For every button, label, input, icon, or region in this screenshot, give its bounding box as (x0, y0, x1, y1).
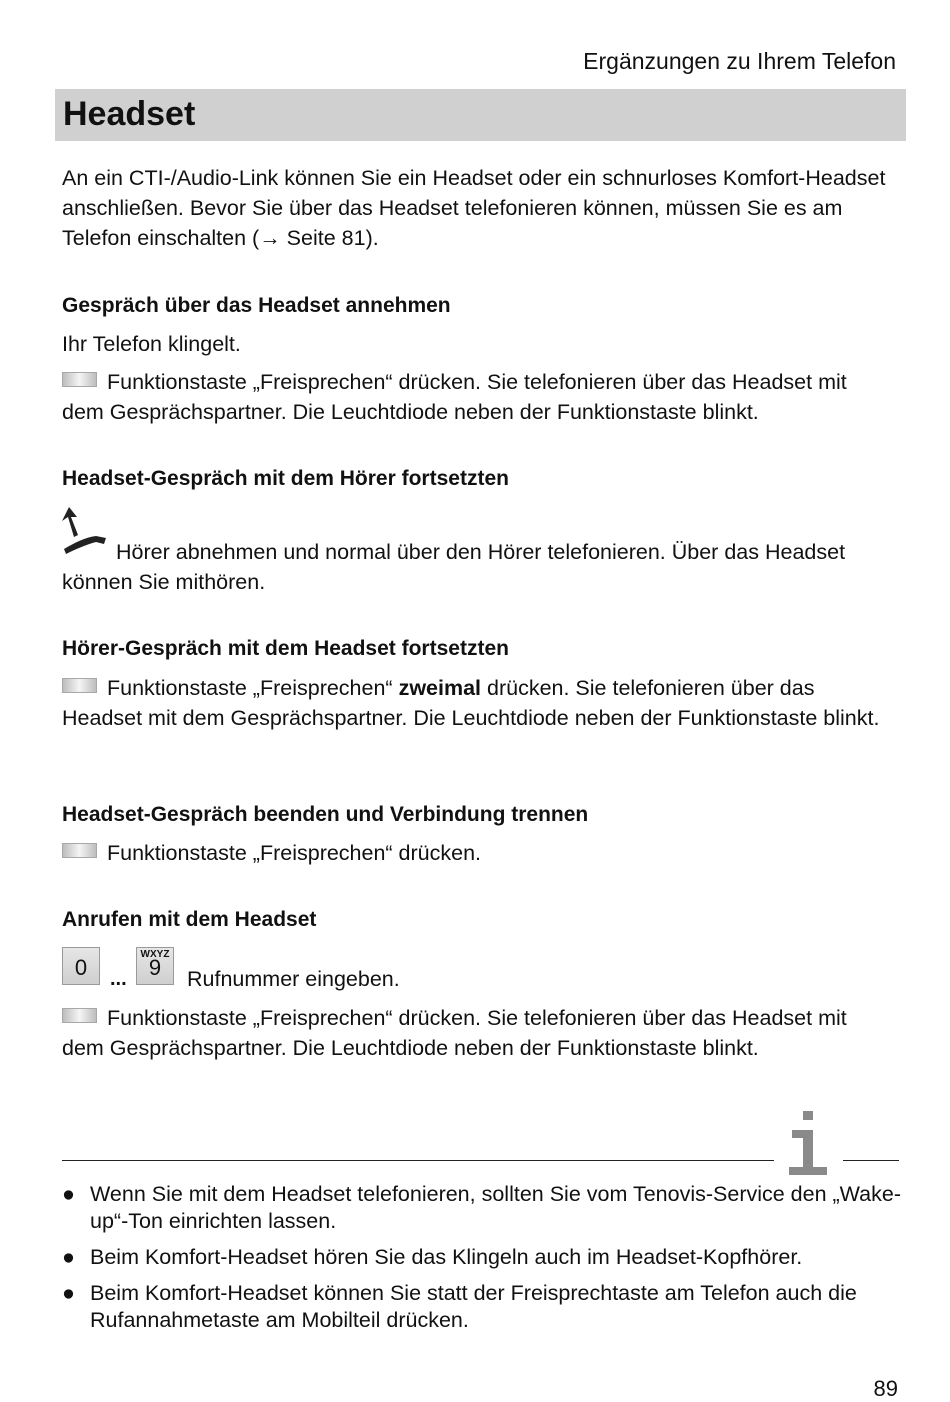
section-heading-headset-continue: Hörer-Gespräch mit dem Headset fortsetzten (62, 637, 509, 660)
function-key-icon (62, 678, 97, 693)
info-bullet-answer-key: ● Beim Komfort-Headset können Sie statt der Freisprechtaste am Telefon auch die Rufannahmetaste am Mobilteil drücken. (62, 1281, 857, 1332)
function-key-icon (62, 843, 97, 858)
end-call-instruction: Funktionstaste „Freisprechen“ drücken. (62, 838, 892, 868)
page-title: Headset (63, 95, 196, 133)
info-bullet-ringing: ● Beim Komfort-Headset hören Sie das Klingeln auch im Headset-Kopfhörer. (62, 1245, 803, 1269)
keypad-key-0: 0 (62, 947, 100, 985)
dial-handsfree-instruction: Funktionstaste „Freisprechen“ drücken. Sie telefonieren über das Headset mit dem Gesprächspartner. Die Leuchtdiode neben der Funktionstaste blinkt. (62, 1006, 847, 1060)
answer-instruction: Funktionstaste „Freisprechen“ drücken. Sie telefonieren über das Headset mit dem Gesprächspartner. Die Leuchtdiode neben der Funktionstaste blinkt. (62, 370, 847, 424)
key-range-ellipsis: ... (110, 968, 127, 990)
info-icon (784, 1111, 832, 1175)
info-divider-right (843, 1160, 899, 1161)
section-heading-dial: Anrufen mit dem Headset (62, 908, 317, 931)
info-bullet-wakeup: ● Wenn Sie mit dem Headset telefonieren, sollten Sie vom Tenovis-Service den „Wake-up“-Ton einrichten lassen. (62, 1182, 902, 1233)
dial-instruction: Rufnummer eingeben. (187, 967, 400, 991)
handset-instruction: Hörer abnehmen und normal über den Hörer telefonieren. Über das Headset können Sie mithören. (62, 540, 846, 594)
page-number: 89 (873, 1376, 898, 1401)
info-divider-left (62, 1160, 774, 1161)
section-heading-handset-continue: Headset-Gespräch mit dem Hörer fortsetzten (62, 467, 509, 490)
keypad-key-9: WXYZ 9 (136, 947, 174, 985)
intro-paragraph: An ein CTI-/Audio-Link können Sie ein Headset oder ein schnurloses Komfort-Headset anschließen. Bevor Sie über das Headset telefonieren können, müssen Sie es am Telefon einschalten (→ Seite 81). (62, 166, 886, 250)
section-heading-answer: Gespräch über das Headset annehmen (62, 294, 451, 317)
function-key-icon (62, 372, 97, 387)
running-header: Ergänzungen zu Ihrem Telefon (583, 48, 896, 74)
ring-text: Ihr Telefon klingelt. (62, 332, 241, 356)
function-key-icon (62, 1008, 97, 1023)
title-bar (55, 89, 906, 141)
section-heading-end-call: Headset-Gespräch beenden und Verbindung trennen (62, 803, 589, 826)
twice-instruction: Funktionstaste „Freisprechen“ zweimal drücken. Sie telefonieren über das Headset mit dem Gesprächspartner. Die Leuchtdiode neben der Funktionstaste blinkt. (62, 676, 880, 730)
